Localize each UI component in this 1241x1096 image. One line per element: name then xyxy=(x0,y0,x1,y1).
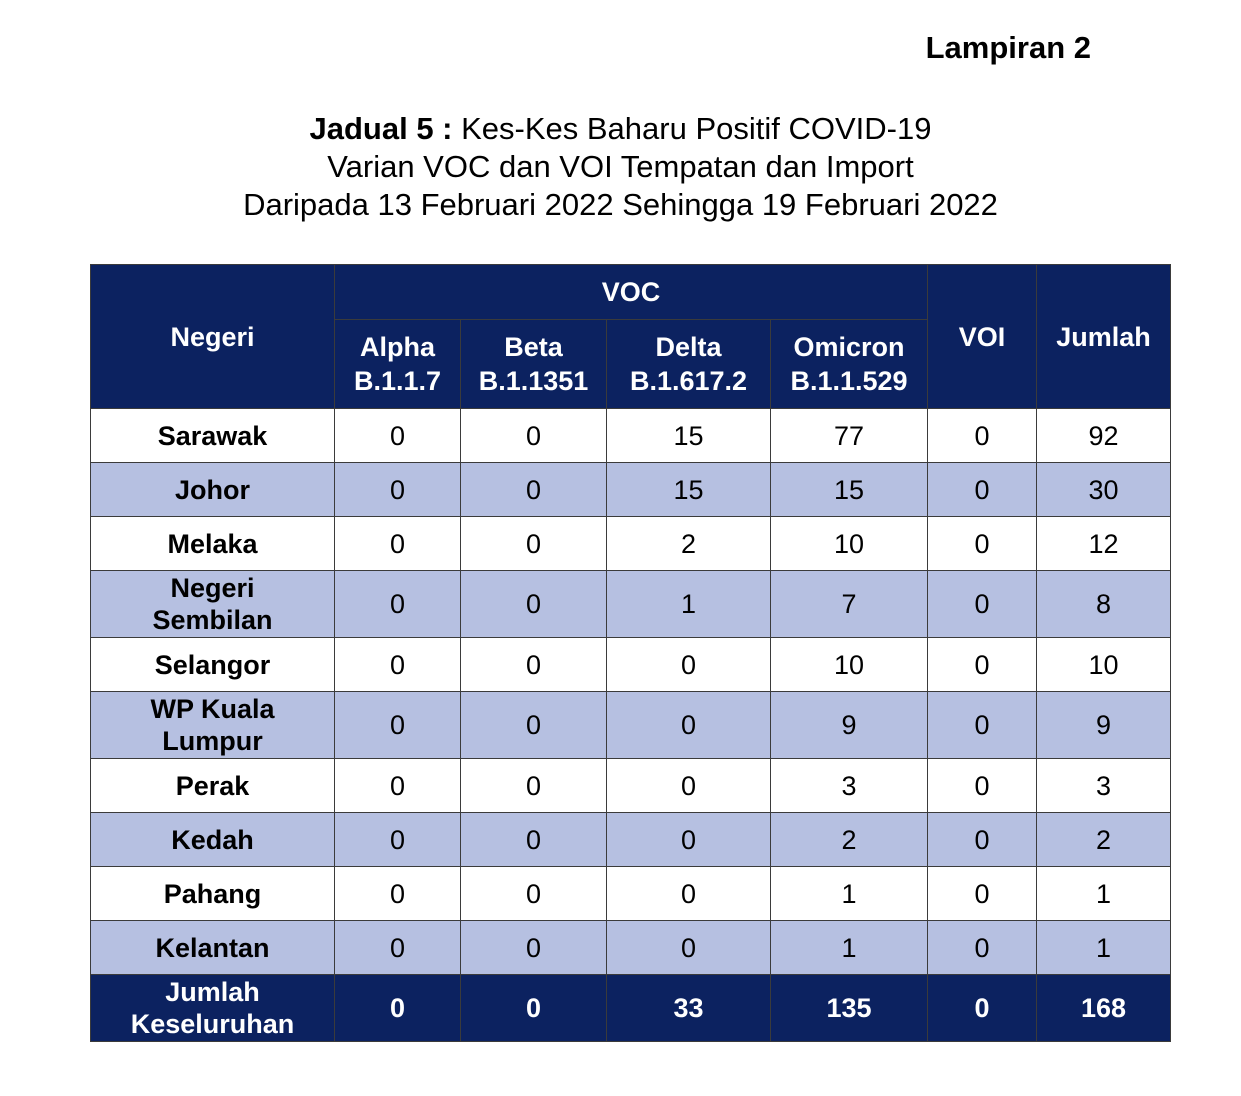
variant-lineage: B.1.1351 xyxy=(478,366,589,396)
state-name-cell xyxy=(91,867,335,921)
header-voi: VOI xyxy=(928,265,1037,409)
total-cell: 8 xyxy=(1037,571,1171,638)
grand-total-row xyxy=(91,975,1171,1042)
state-name-cell xyxy=(91,921,335,975)
alpha-cell: 0 xyxy=(335,571,461,638)
header-variant-beta xyxy=(461,320,607,409)
variant-name: Omicron xyxy=(793,332,905,362)
state-name-line: Johor xyxy=(174,474,250,505)
alpha-cell: 0 xyxy=(335,517,461,571)
state-name-cell xyxy=(91,813,335,867)
title-line-1 xyxy=(0,110,1241,148)
omicron-cell: 3 xyxy=(771,759,928,813)
variant-name: Delta xyxy=(655,332,722,362)
beta-cell: 0 xyxy=(461,813,607,867)
omicron-cell: 10 xyxy=(771,638,928,692)
total-cell: 9 xyxy=(1037,692,1171,759)
table-body xyxy=(91,409,1171,975)
title-prefix: Jadual 5 : xyxy=(309,111,453,146)
grand-total-label-line: Jumlah xyxy=(165,977,260,1007)
header-total: Jumlah xyxy=(1037,265,1171,409)
table-row xyxy=(91,867,1171,921)
state-name-cell xyxy=(91,759,335,813)
delta-cell: 2 xyxy=(607,517,771,571)
alpha-cell: 0 xyxy=(335,813,461,867)
title-line-3: Daripada 13 Februari 2022 Sehingga 19 Februari 2022 xyxy=(243,187,998,222)
state-name-line: Sembilan xyxy=(152,605,273,635)
variant-cases-table xyxy=(90,264,1171,1042)
omicron-cell: 77 xyxy=(771,409,928,463)
delta-cell: 0 xyxy=(607,867,771,921)
table-row xyxy=(91,463,1171,517)
state-name-cell xyxy=(91,517,335,571)
grand-total-label xyxy=(91,975,335,1042)
delta-cell: 1 xyxy=(607,571,771,638)
delta-cell: 0 xyxy=(607,692,771,759)
state-name-line: Selangor xyxy=(154,649,271,680)
annex-label: Lampiran 2 xyxy=(925,30,1091,65)
variant-name: Beta xyxy=(504,332,563,362)
beta-cell: 0 xyxy=(461,921,607,975)
omicron-cell: 7 xyxy=(771,571,928,638)
variant-lineage: B.1.617.2 xyxy=(629,366,748,396)
delta-cell: 0 xyxy=(607,813,771,867)
beta-cell: 0 xyxy=(461,867,607,921)
beta-cell: 0 xyxy=(461,517,607,571)
table-row xyxy=(91,517,1171,571)
table-row xyxy=(91,409,1171,463)
beta-cell: 0 xyxy=(461,692,607,759)
total-cell: 12 xyxy=(1037,517,1171,571)
alpha-cell: 0 xyxy=(335,692,461,759)
omicron-cell: 10 xyxy=(771,517,928,571)
total-cell: 2 xyxy=(1037,813,1171,867)
beta-cell: 0 xyxy=(461,409,607,463)
voi-cell: 0 xyxy=(928,517,1037,571)
state-name-line: Sarawak xyxy=(157,420,268,451)
beta-cell: 0 xyxy=(461,463,607,517)
delta-cell: 15 xyxy=(607,463,771,517)
state-name-cell xyxy=(91,571,335,638)
table-row xyxy=(91,759,1171,813)
total-delta-cell: 33 xyxy=(607,975,771,1042)
table-row xyxy=(91,638,1171,692)
total-cell: 1 xyxy=(1037,921,1171,975)
table-row xyxy=(91,813,1171,867)
state-name-line: Lumpur xyxy=(162,726,263,756)
title-line-1-text: Kes-Kes Baharu Positif COVID-19 xyxy=(452,111,932,146)
header-variant-delta xyxy=(607,320,771,409)
total-cell: 30 xyxy=(1037,463,1171,517)
omicron-cell: 1 xyxy=(771,921,928,975)
state-name-cell xyxy=(91,463,335,517)
variant-lineage: B.1.1.7 xyxy=(353,366,442,396)
beta-cell: 0 xyxy=(461,638,607,692)
state-name-line: WP Kuala xyxy=(150,694,275,724)
omicron-cell: 2 xyxy=(771,813,928,867)
voi-cell: 0 xyxy=(928,813,1037,867)
state-name-cell xyxy=(91,638,335,692)
total-cell: 1 xyxy=(1037,867,1171,921)
omicron-cell: 1 xyxy=(771,867,928,921)
total-cell: 3 xyxy=(1037,759,1171,813)
alpha-cell: 0 xyxy=(335,638,461,692)
total-total-cell: 168 xyxy=(1037,975,1171,1042)
omicron-cell: 15 xyxy=(771,463,928,517)
voi-cell: 0 xyxy=(928,759,1037,813)
delta-cell: 15 xyxy=(607,409,771,463)
alpha-cell: 0 xyxy=(335,463,461,517)
total-omicron-cell: 135 xyxy=(771,975,928,1042)
voi-cell: 0 xyxy=(928,921,1037,975)
variant-lineage: B.1.1.529 xyxy=(790,366,908,396)
table-row xyxy=(91,921,1171,975)
beta-cell: 0 xyxy=(461,571,607,638)
table-row xyxy=(91,692,1171,759)
state-name-cell xyxy=(91,692,335,759)
total-cell: 10 xyxy=(1037,638,1171,692)
total-beta-cell: 0 xyxy=(461,975,607,1042)
state-name-line: Melaka xyxy=(167,528,258,559)
total-voi-cell: 0 xyxy=(928,975,1037,1042)
alpha-cell: 0 xyxy=(335,921,461,975)
voi-cell: 0 xyxy=(928,638,1037,692)
table-row xyxy=(91,571,1171,638)
header-variant-alpha xyxy=(335,320,461,409)
state-name-line: Negeri xyxy=(170,573,255,603)
alpha-cell: 0 xyxy=(335,867,461,921)
state-name-line: Pahang xyxy=(163,878,262,909)
header-state: Negeri xyxy=(91,265,335,409)
total-cell: 92 xyxy=(1037,409,1171,463)
header-variant-omicron xyxy=(771,320,928,409)
state-name-line: Perak xyxy=(175,770,250,801)
voi-cell: 0 xyxy=(928,463,1037,517)
title-line-2: Varian VOC dan VOI Tempatan dan Import xyxy=(327,149,914,184)
delta-cell: 0 xyxy=(607,921,771,975)
beta-cell: 0 xyxy=(461,759,607,813)
state-name-cell xyxy=(91,409,335,463)
delta-cell: 0 xyxy=(607,759,771,813)
voi-cell: 0 xyxy=(928,409,1037,463)
state-name-line: Kelantan xyxy=(155,932,270,963)
voi-cell: 0 xyxy=(928,692,1037,759)
total-alpha-cell: 0 xyxy=(335,975,461,1042)
voi-cell: 0 xyxy=(928,867,1037,921)
variant-name: Alpha xyxy=(359,332,435,362)
omicron-cell: 9 xyxy=(771,692,928,759)
alpha-cell: 0 xyxy=(335,759,461,813)
grand-total-label-line: Keseluruhan xyxy=(130,1009,295,1039)
table-title xyxy=(0,110,1241,224)
header-voc: VOC xyxy=(335,265,928,320)
alpha-cell: 0 xyxy=(335,409,461,463)
state-name-line: Kedah xyxy=(171,824,254,855)
delta-cell: 0 xyxy=(607,638,771,692)
voi-cell: 0 xyxy=(928,571,1037,638)
